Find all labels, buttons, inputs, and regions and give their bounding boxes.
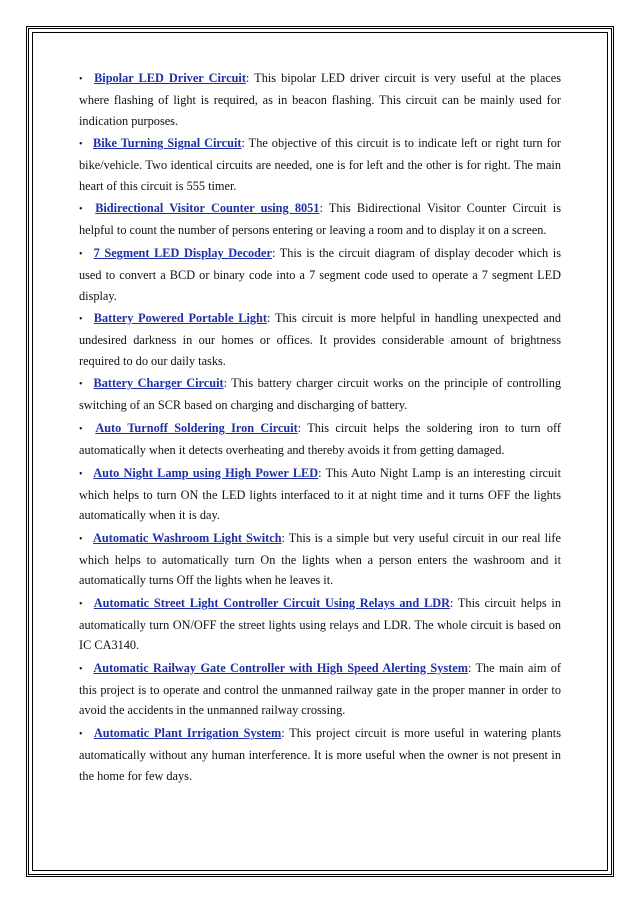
item-description: : This Bidirectional Visitor Counter Circuit is helpful to count the number of persons entering or leaving a room and to display it on a screen. xyxy=(79,201,561,238)
bullet-icon: • xyxy=(79,314,83,326)
list-item xyxy=(79,308,561,371)
item-link[interactable]: Battery Powered Portable Light xyxy=(93,311,267,326)
list-item xyxy=(79,133,561,196)
item-link[interactable]: Automatic Street Light Controller Circuit Using Relays and LDR xyxy=(93,595,450,610)
list-item xyxy=(79,243,561,306)
list-item xyxy=(79,373,561,416)
list-item xyxy=(79,463,561,526)
bullet-icon: • xyxy=(79,663,83,675)
bullet-icon: • xyxy=(79,139,83,151)
bullet-icon: • xyxy=(79,248,83,260)
item-description: : This bipolar LED driver circuit is very useful at the places where flashing of light is required, as in beacon flashing. This circuit can be mainly used for indication purposes. xyxy=(79,71,561,128)
item-description: : This is the circuit diagram of display decoder which is used to convert a BCD or binary code into a 7 segment code used to operate a 7 segment LED display. xyxy=(79,245,561,303)
item-link[interactable]: Bidirectional Visitor Counter using 8051 xyxy=(95,201,320,216)
item-link[interactable]: Automatic Railway Gate Controller with High Speed Alerting System xyxy=(93,660,468,675)
bullet-icon: • xyxy=(79,533,83,545)
list-item xyxy=(79,198,561,241)
list-item xyxy=(79,593,561,656)
list-item xyxy=(79,528,561,591)
bullet-icon: • xyxy=(79,74,83,85)
bullet-icon: • xyxy=(79,468,83,480)
item-link[interactable]: Bipolar LED Driver Circuit xyxy=(94,71,246,85)
item-link[interactable]: Auto Turnoff Soldering Iron Circuit xyxy=(95,420,298,435)
item-link[interactable]: Battery Charger Circuit xyxy=(93,376,224,391)
item-description: : The objective of this circuit is to indicate left or right turn for bike/vehicle. Two identical circuits are needed, one is for left and the other is for right. The main heart of this circuit is 555 timer. xyxy=(79,136,562,193)
document-body xyxy=(79,68,561,788)
item-description: : The main aim of this project is to operate and control the unmanned railway gate in the proper manner in order to avoid the accidents in the unmanned railway crossing. xyxy=(79,660,561,718)
item-description: : This circuit helps the soldering iron to turn off automatically when it detects overheating and thereby avoids it from getting damaged. xyxy=(79,420,561,458)
bullet-icon: • xyxy=(79,423,83,435)
item-description: : This circuit is more helpful in handling unexpected and undesired darkness in our homes or offices. It provides considerable amount of brightness required to do our daily tasks. xyxy=(79,311,562,368)
bullet-icon: • xyxy=(79,598,83,610)
list-item xyxy=(79,68,561,131)
list-item xyxy=(79,658,561,721)
item-link[interactable]: 7 Segment LED Display Decoder xyxy=(93,245,272,260)
item-description: : This project circuit is more useful in watering plants automatically without any human interference. It is more useful when the owner is not present in the home for few days. xyxy=(79,725,561,783)
item-description: : This is a simple but very useful circuit in our real life which helps to automatically turn On the lights when a person enters the washroom and it automatically turns Off the lights when he leaves it. xyxy=(79,530,561,588)
item-description: : This Auto Night Lamp is an interesting circuit which helps to turn ON the LED lights interfaced to it at night time and it turns OFF the lights automatically when it is day. xyxy=(79,465,561,523)
bullet-icon: • xyxy=(79,728,83,740)
item-link[interactable]: Automatic Washroom Light Switch xyxy=(93,530,282,545)
item-link[interactable]: Automatic Plant Irrigation System xyxy=(93,725,282,740)
item-link[interactable]: Bike Turning Signal Circuit xyxy=(93,136,242,151)
item-description: : This battery charger circuit works on the principle of controlling switching of an SCR based on charging and discharging of battery. xyxy=(79,376,562,413)
item-link[interactable]: Auto Night Lamp using High Power LED xyxy=(93,465,319,480)
list-item xyxy=(79,723,561,786)
bullet-icon: • xyxy=(79,204,83,216)
bullet-icon: • xyxy=(79,379,83,391)
item-description: : This circuit helps in automatically turn ON/OFF the street lights using relays and LDR. The whole circuit is based on IC CA3140. xyxy=(79,595,561,653)
list-item xyxy=(79,418,561,461)
